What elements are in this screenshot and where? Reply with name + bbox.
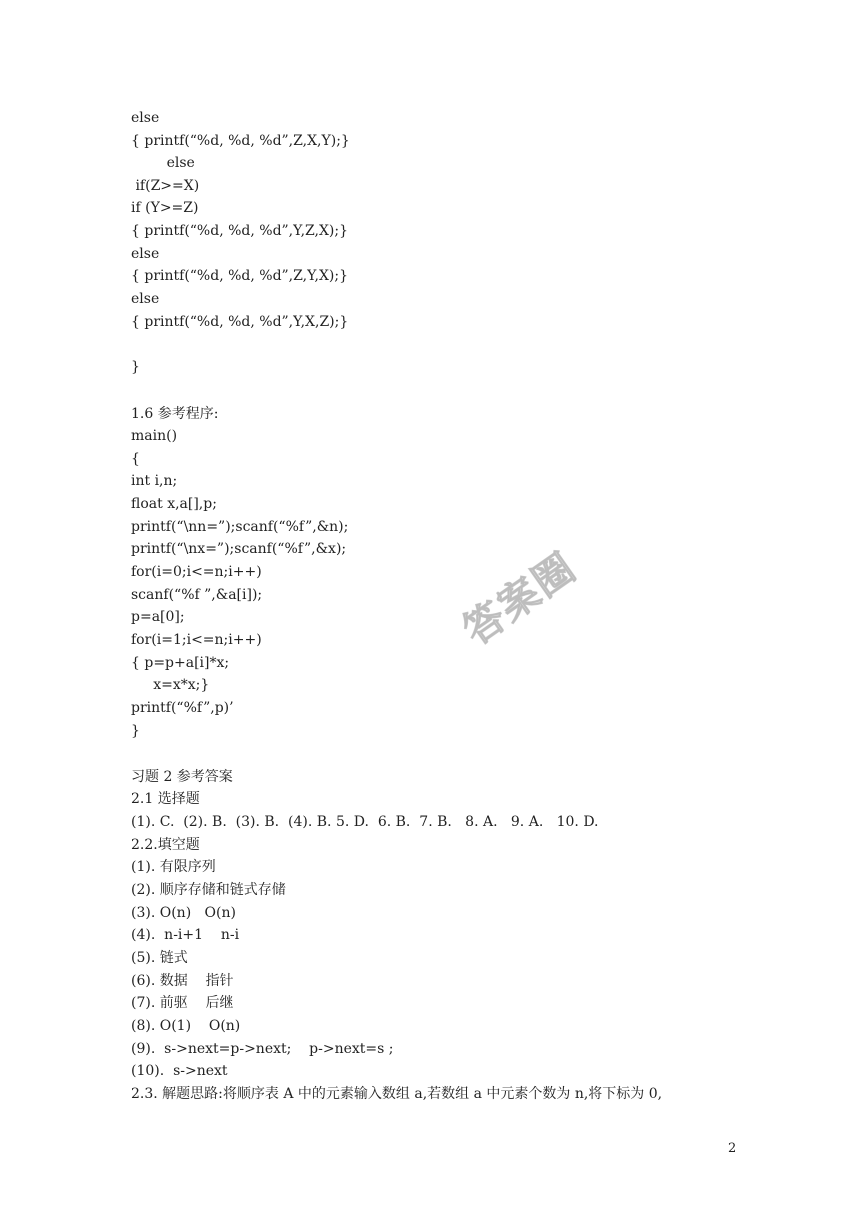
code-line: { — [131, 451, 140, 467]
watermark-logo: 答案圈 — [455, 543, 585, 654]
code-line: float x,a[],p; — [131, 496, 217, 512]
answer-item: (10). s->next — [131, 1063, 228, 1079]
code-line: for(i=1;i<=n;i++) — [131, 632, 262, 648]
answer-item: (4). n-i+1 n-i — [131, 927, 240, 943]
code-line: int i,n; — [131, 473, 178, 489]
code-line: printf(“\nn=”);scanf(“%f”,&n); — [131, 519, 349, 535]
code-line: } — [131, 723, 140, 739]
code-line: x=x*x;} — [131, 677, 210, 693]
answer-item: (8). O(1) O(n) — [131, 1018, 241, 1034]
code-line: scanf(“%f ”,&a[i]); — [131, 587, 263, 603]
code-line: else — [131, 246, 160, 262]
code-line: } — [131, 359, 140, 375]
code-line: printf(“\nx=”);scanf(“%f”,&x); — [131, 541, 347, 557]
answer-item: (9). s->next=p->next; p->next=s ; — [131, 1041, 394, 1057]
code-line: p=a[0]; — [131, 609, 185, 625]
code-line: { printf(“%d, %d, %d”,Z,X,Y);} — [131, 133, 350, 149]
code-line: else — [131, 291, 160, 307]
section-2-2-heading: 2.2.填空题 — [131, 837, 200, 853]
page-number: 2 — [728, 1141, 737, 1156]
code-line: if(Z>=X) — [131, 178, 200, 194]
code-line: { printf(“%d, %d, %d”,Z,Y,X);} — [131, 268, 349, 284]
code-line: if (Y>=Z) — [131, 200, 199, 216]
code-line: else — [131, 155, 195, 171]
answer-item: (5). 链式 — [131, 950, 188, 966]
code-line: for(i=0;i<=n;i++) — [131, 564, 262, 580]
answers-2-1: (1). C. (2). B. (3). B. (4). B. 5. D. 6. B. 7. B. 8. A. 9. A. 10. D. — [131, 814, 599, 830]
answer-item: (7). 前驱 后继 — [131, 995, 234, 1011]
section-2-3-text: 2.3. 解题思路:将顺序表 A 中的元素输入数组 a,若数组 a 中元素个数为 n,将下标为 0, — [131, 1086, 663, 1102]
code-line: else — [131, 110, 160, 126]
code-line: { printf(“%d, %d, %d”,Y,Z,X);} — [131, 223, 349, 239]
answer-item: (6). 数据 指针 — [131, 973, 234, 989]
exercise-2-heading: 习题 2 参考答案 — [131, 769, 233, 785]
section-1-6-heading: 1.6 参考程序: — [131, 406, 219, 422]
answer-item: (1). 有限序列 — [131, 859, 216, 875]
code-line: printf(“%f”,p)’ — [131, 700, 234, 716]
code-line: { printf(“%d, %d, %d”,Y,X,Z);} — [131, 314, 349, 330]
code-line: main() — [131, 428, 178, 444]
section-2-1-heading: 2.1 选择题 — [131, 791, 200, 807]
answer-item: (3). O(n) O(n) — [131, 905, 236, 921]
answer-item: (2). 顺序存储和链式存储 — [131, 882, 286, 898]
code-line: { p=p+a[i]*x; — [131, 655, 230, 671]
